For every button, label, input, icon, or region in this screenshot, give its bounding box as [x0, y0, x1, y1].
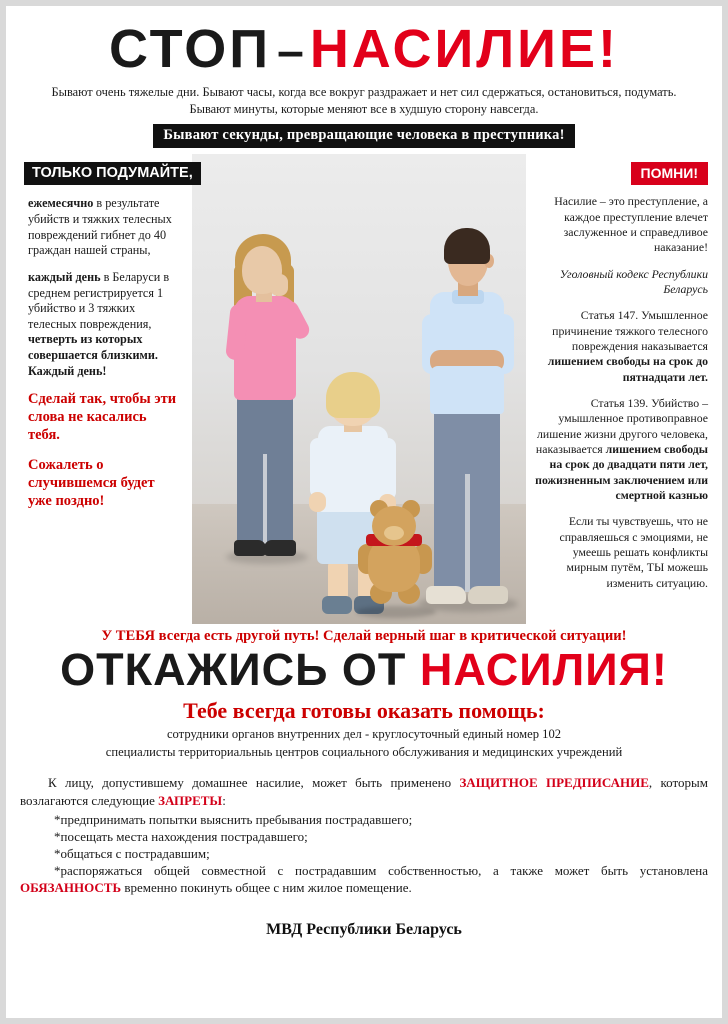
man-hair: [444, 228, 490, 264]
po-text-b: , которым возлагаются следующие: [20, 775, 708, 808]
help-line-1: сотрудники органов внутренних дел - круглосуточный единый номер 102: [166, 727, 562, 742]
criminal-code-ref: Уголовный кодекс Республики Беларусь: [559, 266, 708, 297]
help-line-2: специалисты территориальныь центров социального обслуживания и медицинских учреждений: [105, 745, 623, 760]
intro-paragraph: Бывают очень тяжелые дни. Бывают часы, когда все вокруг раздражает и нет сил сдержаться, остановиться, подумать. Бывают минуты, которые меняют все в худшую сторону навсегда.: [51, 85, 677, 116]
right-legal-text: [532, 194, 708, 602]
stat-monthly-bold: ежемесячно: [28, 196, 94, 211]
headline-part-1: ОТКАЖИСЬ ОТ: [60, 644, 420, 696]
another-way-line: У ТЕБЯ всегда есть другой путь! Сделай верный шаг в критической ситуации!: [101, 628, 627, 645]
ban-item-4-b: временно покинуть общее с ним жилое помещение.: [121, 880, 412, 896]
stat-daily: [28, 270, 180, 379]
left-red-appeal-2: Сожалеть о случившемся будет уже поздно!: [28, 456, 155, 509]
man-leg-gap: [465, 474, 470, 592]
think-tag: ТОЛЬКО ПОДУМАЙТЕ,: [24, 162, 201, 185]
ban-item-4-highlight: ОБЯЗАННОСТЬ: [20, 880, 122, 896]
left-statistics: [28, 196, 180, 520]
woman-shoe-left: [234, 540, 266, 556]
article-139-plain: Статья 139. Убийство – умышленное противоправное лишение жизни другого человека, наказывается: [535, 396, 708, 457]
stat-daily-bold: каждый день: [28, 269, 101, 284]
man-shoe-left: [426, 586, 466, 604]
stat-daily-bold2: четверть из которых совершается близкими. Каждый день!: [28, 332, 158, 378]
poster-inner: [6, 6, 722, 1018]
po-highlight-order: ЗАЩИТНОЕ ПРЕДПИСАНИЕ: [459, 775, 649, 791]
teddy-body: [368, 538, 420, 592]
child-arm-right: [380, 438, 396, 500]
title-word-violence: НАСИЛИЕ!: [309, 19, 619, 79]
man-sleeve-overlay: [430, 366, 504, 384]
poster-title: [6, 6, 722, 79]
article-139-bold: лишением свободы на срок до двадцати пяти лет, пожизненным заключением или смертной казнью: [535, 442, 708, 503]
ban-item-4-a: *распоряжаться общей совместной с пострадавшим собственностью, а также может быть установлена: [54, 863, 708, 879]
stat-daily-rest: в Беларуси в среднем регистрируется 1 убийство и 3 тяжких телесных повреждения,: [28, 269, 170, 331]
help-heading: Тебе всегда готовы оказать помощь:: [183, 698, 545, 724]
title-dash: –: [277, 25, 304, 78]
woman-shoe-right: [264, 540, 296, 556]
child-arm-left: [310, 438, 326, 498]
left-column: [6, 154, 192, 624]
photo-band: [6, 154, 722, 624]
emotions-note: Если ты чувствуешь, что не справляешься с эмоциями, не умеешь решать конфликты мирным путём, ТЫ можешь изменить ситуацию.: [559, 514, 708, 590]
child-hair: [326, 372, 380, 418]
po-text-c: :: [222, 792, 226, 808]
headline-part-2: НАСИЛИЯ!: [419, 644, 668, 696]
stat-monthly: [28, 196, 180, 258]
article-147: [532, 308, 708, 385]
ban-item-4: [20, 862, 708, 896]
article-147-bold: лишением свободы на срок до пятнадцати лет.: [547, 354, 708, 384]
right-column: [526, 154, 722, 624]
main-headline: [6, 644, 722, 696]
ban-item-1: *предпринимать попытки выяснить пребывания пострадавшего;: [54, 811, 413, 827]
po-text-a: К лицу, допустившему домашнее насилие, может быть применено: [48, 775, 460, 791]
ban-item-3: *общаться с пострадавшим;: [54, 846, 210, 862]
seconds-banner: Бывают секунды, превращающие человека в преступника!: [153, 124, 574, 148]
title-word-stop: СТОП: [109, 19, 272, 79]
child-shoe-left: [322, 596, 352, 614]
protective-order-block: [20, 774, 708, 896]
po-highlight-bans: ЗАПРЕТЫ: [158, 792, 223, 808]
ban-item-2: *посещать места нахождения пострадавшего;: [54, 828, 308, 844]
footer-authority: МВД Республики Беларусь: [266, 920, 462, 938]
law-intro: Насилие – это преступление, а каждое преступление влечет заслуженное и справедливое наказание!: [554, 194, 708, 255]
article-147-plain: Статья 147. Умышленное причинение тяжкого телесного повреждения наказывается: [552, 308, 708, 354]
left-red-appeal-1: Сделай так, чтобы эти слова не касались тебя.: [28, 391, 177, 444]
woman-hand: [270, 274, 288, 296]
remember-tag: ПОМНИ!: [631, 162, 708, 185]
article-139: [532, 396, 708, 503]
stat-monthly-rest: в результате убийств и тяжких телесных повреждений гибнет до 40 граждан нашей страны,: [28, 196, 172, 258]
protective-order-paragraph: [20, 774, 708, 808]
man-shoe-right: [468, 586, 508, 604]
ban-list: [20, 811, 708, 897]
child-hand-left: [309, 492, 326, 512]
woman-leg-gap: [263, 454, 267, 544]
